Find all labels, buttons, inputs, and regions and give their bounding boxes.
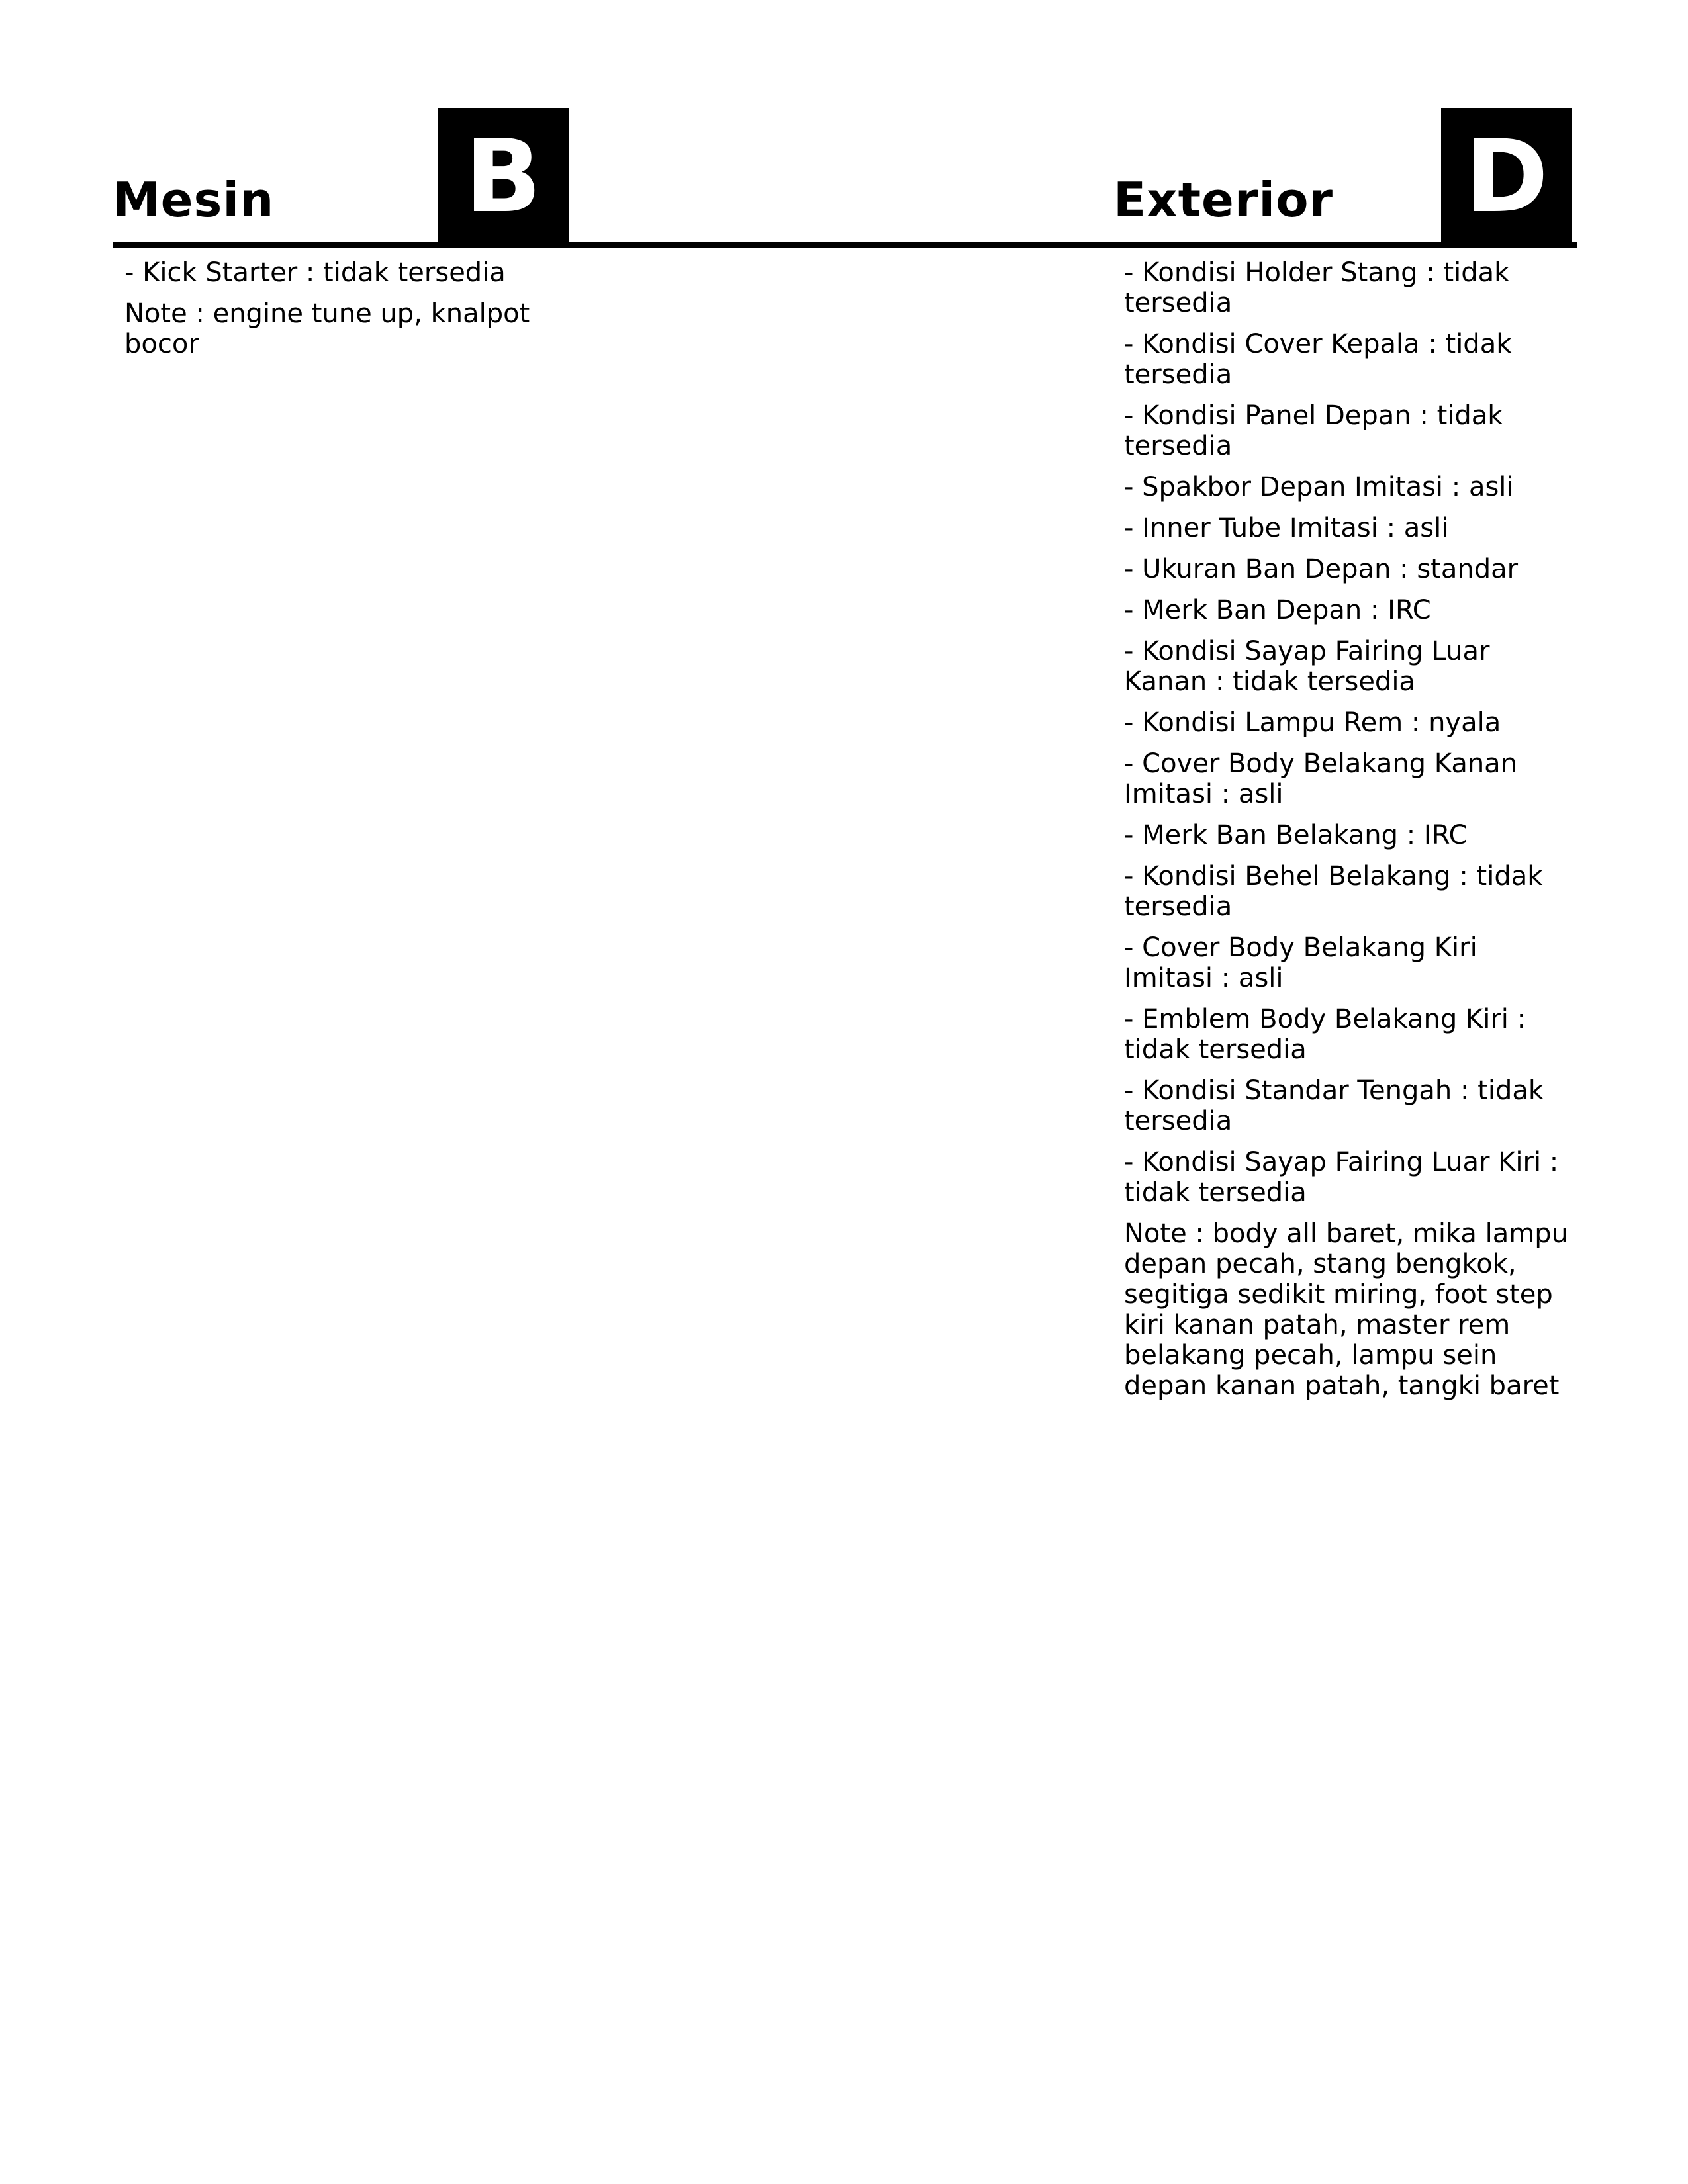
grade-badge-exterior: D (1441, 108, 1572, 246)
list-item: - Ukuran Ban Depan : standar (1124, 554, 1519, 584)
note-mesin: Note : engine tune up, knalpot bocor (124, 298, 530, 359)
list-item: - Inner Tube Imitasi : asli (1124, 513, 1449, 543)
mesin-list (124, 257, 548, 370)
section-title-exterior: Exterior (1113, 172, 1334, 228)
list-item: - Kondisi Sayap Fairing Luar Kanan : tidak tersedia (1124, 636, 1490, 697)
list-item: - Merk Ban Belakang : IRC (1124, 820, 1468, 850)
list-item: - Kick Starter : tidak tersedia (124, 257, 506, 288)
exterior-list (1124, 257, 1574, 1412)
list-item: - Kondisi Panel Depan : tidak tersedia (1124, 400, 1503, 461)
section-title-mesin: Mesin (113, 172, 275, 228)
grade-badge-mesin: B (438, 108, 569, 246)
list-item: - Kondisi Holder Stang : tidak tersedia (1124, 257, 1510, 318)
list-item: - Emblem Body Belakang Kiri : tidak tersedia (1124, 1004, 1526, 1065)
list-item: - Merk Ban Depan : IRC (1124, 595, 1431, 625)
list-item: - Kondisi Sayap Fairing Luar Kiri : tidak tersedia (1124, 1147, 1559, 1208)
header-rule (113, 242, 1577, 248)
list-item: - Kondisi Behel Belakang : tidak tersedia (1124, 861, 1543, 922)
list-item: - Kondisi Standar Tengah : tidak tersedia (1124, 1075, 1544, 1136)
list-item: - Cover Body Belakang Kanan Imitasi : asli (1124, 749, 1518, 809)
list-item: - Kondisi Cover Kepala : tidak tersedia (1124, 329, 1512, 390)
list-item: - Spakbor Depan Imitasi : asli (1124, 472, 1514, 502)
list-item: - Cover Body Belakang Kiri Imitasi : asli (1124, 933, 1477, 993)
list-item: - Kondisi Lampu Rem : nyala (1124, 707, 1501, 738)
note-exterior: Note : body all baret, mika lampu depan pecah, stang bengkok, segitiga sedikit miring, foot step kiri kanan patah, master rem belakang pecah, lampu sein depan kanan patah, tangki baret (1124, 1218, 1568, 1401)
